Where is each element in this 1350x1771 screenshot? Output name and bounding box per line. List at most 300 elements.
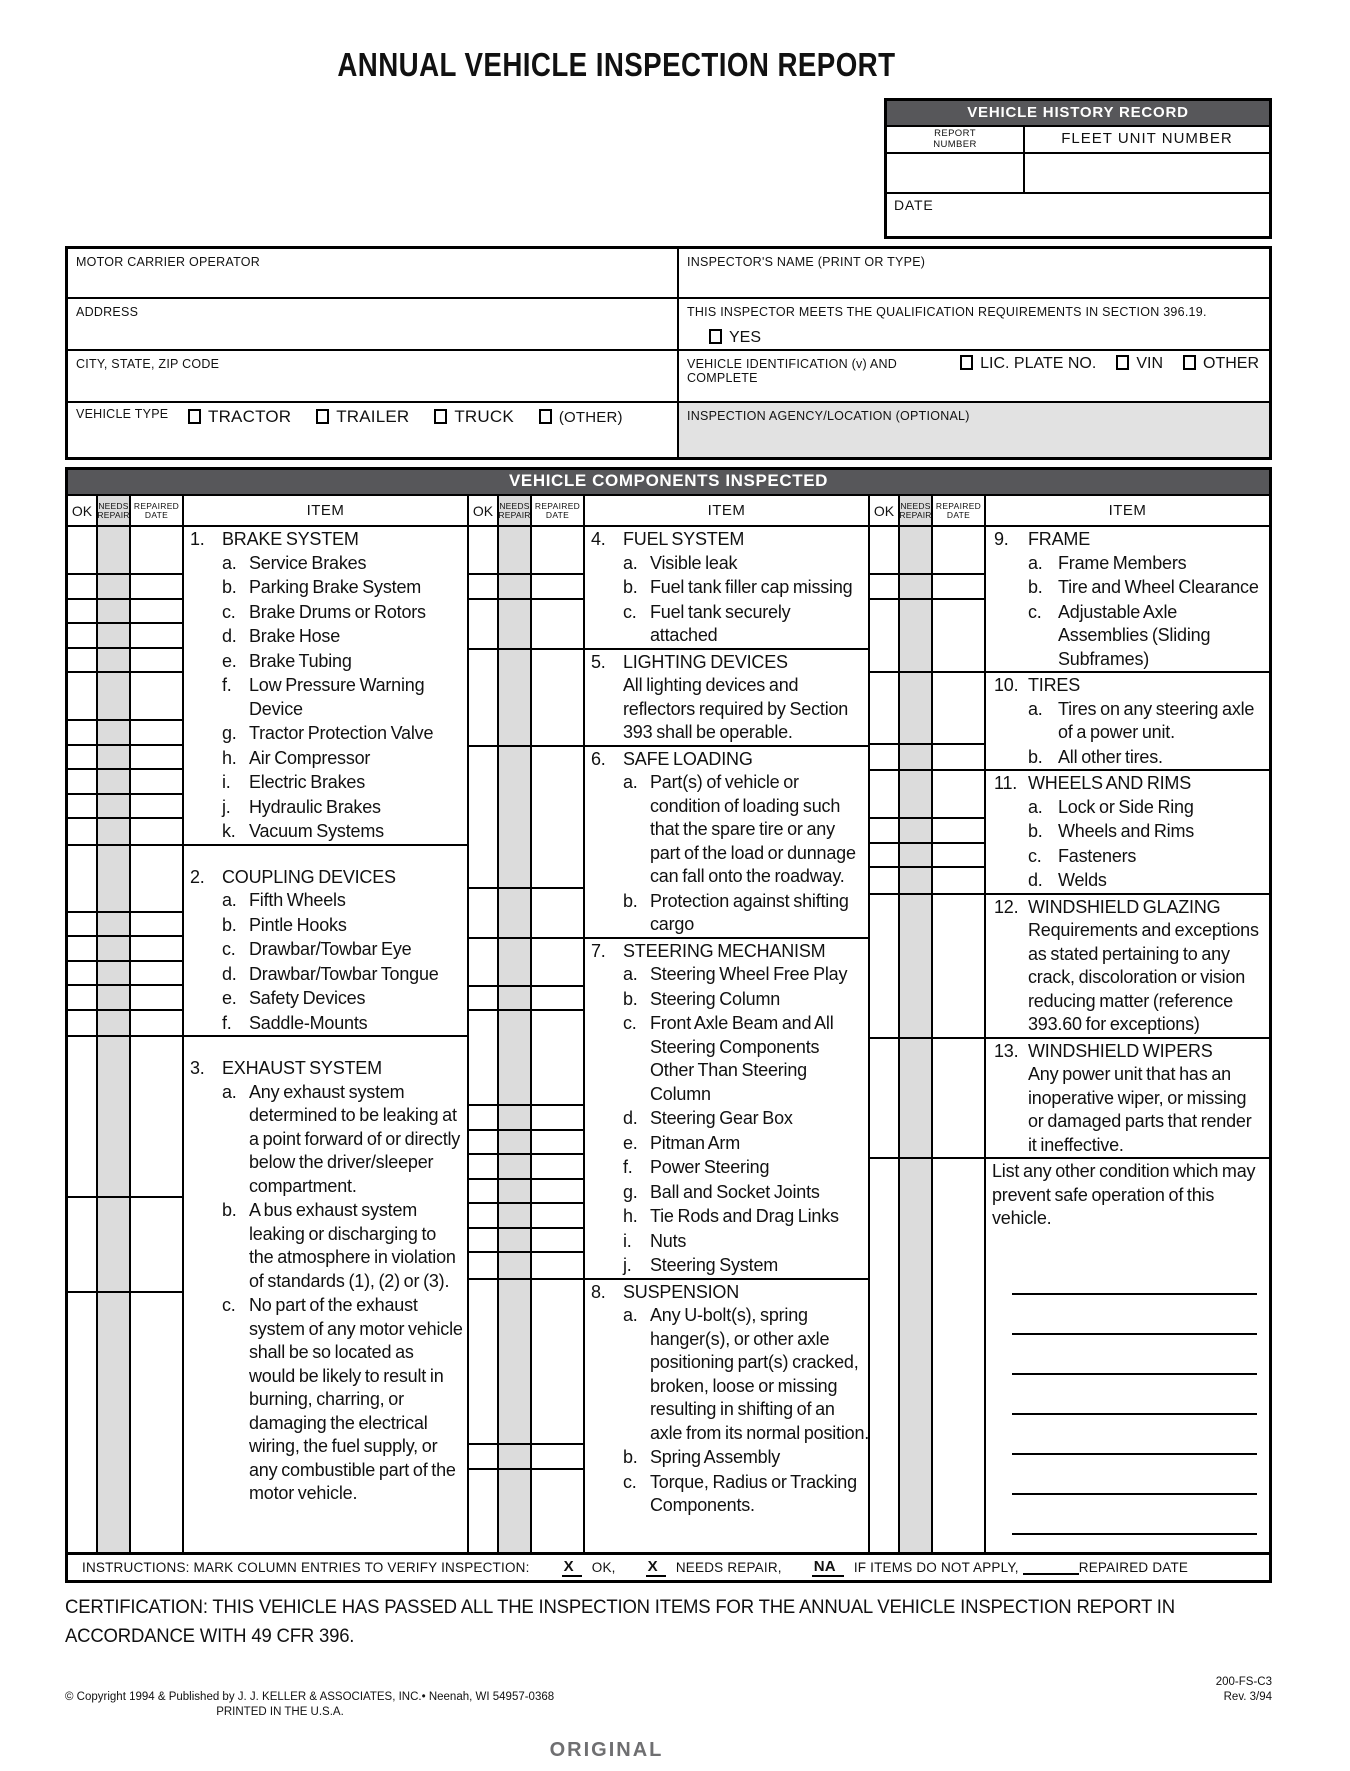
item-line: c. Torque, Radius or Tracking: [585, 1471, 866, 1495]
repaired-date-cell[interactable]: [532, 1180, 585, 1205]
ok-cell[interactable]: [870, 575, 900, 600]
item-line: inoperative wiper, or missing: [1028, 1087, 1247, 1108]
needs-repair-cell[interactable]: [98, 746, 131, 771]
repaired-date-cell[interactable]: [532, 1155, 585, 1180]
item-letter: b.: [222, 577, 237, 597]
needs-repair-cell[interactable]: [499, 1229, 532, 1254]
repaired-date-cell[interactable]: [532, 889, 585, 937]
item-line: a. Fifth Wheels: [184, 889, 465, 913]
ok-cell[interactable]: [68, 1011, 98, 1036]
repaired-date-cell[interactable]: [131, 1037, 184, 1198]
item-cell: [184, 527, 467, 575]
item-line: as stated pertaining to any: [1028, 943, 1230, 964]
needs-repair-cell[interactable]: [900, 895, 933, 1037]
repaired-date-cell[interactable]: [532, 1470, 585, 1553]
ok-cell[interactable]: [68, 846, 98, 913]
column-body: [469, 527, 868, 1552]
ok-cell[interactable]: [469, 600, 499, 648]
write-in-line[interactable]: [1012, 1335, 1257, 1375]
needs-repair-cell[interactable]: [98, 937, 131, 962]
repaired-date-cell[interactable]: [933, 575, 986, 600]
ok-cell[interactable]: [870, 771, 900, 819]
ok-cell[interactable]: [870, 1159, 900, 1552]
item-line: d. Brake Hose: [184, 625, 465, 649]
column-header-row: [870, 494, 1269, 527]
ok-cell[interactable]: [68, 624, 98, 649]
item-line: b. Fuel tank filler cap missing: [585, 576, 866, 600]
ok-cell[interactable]: [870, 1039, 900, 1158]
trailer-option[interactable]: TRAILER: [316, 407, 409, 426]
ok-cell[interactable]: [68, 721, 98, 746]
item-line: 12. WINDSHIELD GLAZING: [986, 896, 1267, 920]
repaired-date-cell[interactable]: [131, 673, 184, 721]
repaired-date-cell[interactable]: [532, 1280, 585, 1446]
yes-option[interactable]: [709, 329, 1261, 347]
ok-cell[interactable]: [870, 868, 900, 893]
write-in-line[interactable]: [1012, 1255, 1257, 1295]
item-cell: [986, 868, 1269, 893]
form-sheet: [0, 46, 1350, 1771]
repaired-date-cell[interactable]: [933, 1159, 986, 1552]
ok-cell[interactable]: [68, 986, 98, 1011]
item-cell: [184, 795, 467, 820]
item-letter: 5.: [591, 651, 606, 672]
form-number: 200-FS-C3: [1215, 1676, 1272, 1688]
ok-cell[interactable]: [870, 844, 900, 869]
report-number-input[interactable]: [887, 154, 1025, 192]
ok-cell[interactable]: [68, 770, 98, 795]
item-letter: e.: [222, 650, 237, 671]
repaired-date-cell[interactable]: [131, 937, 184, 962]
repaired-date-cell[interactable]: [933, 745, 986, 770]
inspection-row: [68, 1293, 467, 1552]
needs-repair-cell[interactable]: [499, 575, 532, 600]
item-line: 1. BRAKE SYSTEM: [184, 528, 465, 552]
item-letter: e.: [222, 988, 237, 1008]
tractor-option[interactable]: TRACTOR: [188, 407, 291, 426]
needs-repair-cell[interactable]: [499, 1180, 532, 1205]
item-letter: b.: [623, 988, 638, 1009]
fleet-unit-number-input[interactable]: [1025, 154, 1269, 192]
repaired-date-cell[interactable]: [933, 1039, 986, 1158]
item-line: j. Hydraulic Brakes: [184, 796, 465, 820]
item-line: h. Tie Rods and Drag Links: [585, 1205, 866, 1229]
component-group: [469, 939, 868, 1280]
repaired-date-cell[interactable]: [933, 673, 986, 745]
item-line: 6. SAFE LOADING: [585, 748, 866, 772]
other-type-option[interactable]: (OTHER): [539, 409, 623, 426]
inspector-name-field[interactable]: [679, 249, 1269, 297]
inspection-row: [469, 1470, 868, 1553]
needs-repair-cell[interactable]: [499, 889, 532, 937]
truck-checkbox[interactable]: [434, 409, 447, 424]
instructions-label: INSTRUCTIONS: MARK COLUMN ENTRIES TO VERIFY INSPECTION:: [82, 1560, 530, 1575]
item-cell: [585, 650, 868, 745]
repaired-date-cell[interactable]: [933, 819, 986, 844]
item-letter: a.: [1028, 698, 1043, 719]
item-cell: [986, 771, 1269, 819]
ok-cell[interactable]: [469, 1445, 499, 1470]
needs-repair-cell[interactable]: [900, 771, 933, 819]
needs-repair-cell[interactable]: [900, 819, 933, 844]
item-line: 13. WINDSHIELD WIPERS: [986, 1040, 1267, 1064]
needs-repair-cell[interactable]: [98, 913, 131, 938]
item-line: a. Visible leak: [585, 552, 866, 576]
needs-repair-cell[interactable]: [499, 1253, 532, 1278]
repaired-date-cell[interactable]: [532, 1445, 585, 1470]
inspection-row: [469, 1204, 868, 1229]
ok-cell[interactable]: [68, 1293, 98, 1552]
ok-cell[interactable]: [469, 527, 499, 575]
item-line: b. Pintle Hooks: [184, 914, 465, 938]
ok-cell[interactable]: [870, 745, 900, 770]
item-line: b. Spring Assembly: [585, 1446, 866, 1470]
repaired-date-cell[interactable]: [532, 527, 585, 575]
ok-cell[interactable]: [68, 795, 98, 820]
repaired-date-cell[interactable]: [532, 939, 585, 987]
item-cell: [986, 600, 1269, 672]
ok-cell[interactable]: [68, 746, 98, 771]
needs-repair-cell[interactable]: [98, 649, 131, 674]
item-letter: 4.: [591, 529, 606, 549]
repaired-date-cell[interactable]: [532, 747, 585, 889]
item-line: can fall onto the roadway.: [650, 866, 845, 886]
repaired-date-cell[interactable]: [131, 986, 184, 1011]
repaired-date-cell[interactable]: [131, 962, 184, 987]
needs-repair-cell[interactable]: [499, 1280, 532, 1446]
vin-option[interactable]: VIN: [1116, 355, 1163, 373]
components-column: [868, 494, 1269, 1552]
item-line: of standards (1), (2) or (3).: [249, 1270, 450, 1291]
item-line: b. Protection against shifting: [585, 890, 866, 914]
needs-repair-cell[interactable]: [98, 819, 131, 844]
item-line: a. Frame Members: [986, 552, 1267, 576]
inspection-row: [68, 1011, 467, 1036]
needs-repair-cell[interactable]: [499, 1131, 532, 1156]
item-letter: c.: [222, 1295, 236, 1315]
ok-cell[interactable]: [469, 1470, 499, 1553]
repaired-date-cell[interactable]: [131, 795, 184, 820]
ok-cell[interactable]: [68, 649, 98, 674]
item-cell: [184, 624, 467, 649]
inspection-agency-field[interactable]: [679, 403, 1269, 457]
item-cell: [184, 649, 467, 674]
needs-repair-cell[interactable]: [98, 986, 131, 1011]
item-letter: a.: [623, 1305, 638, 1325]
inspection-row: [870, 819, 1269, 844]
item-letter: c.: [1028, 845, 1042, 866]
needs-repair-cell[interactable]: [499, 1155, 532, 1180]
needs-repair-cell[interactable]: [499, 987, 532, 1012]
vehicle-type-label: VEHICLE TYPE: [76, 407, 169, 421]
write-in-line[interactable]: [1012, 1455, 1257, 1495]
vin-checkbox[interactable]: [1116, 355, 1129, 370]
inspector-name-label: INSPECTOR'S NAME (PRINT OR TYPE): [687, 255, 926, 269]
column-header-row: [68, 494, 467, 527]
item-line: g. Ball and Socket Joints: [585, 1181, 866, 1205]
repaired-date-cell[interactable]: [131, 1293, 184, 1552]
needs-repair-cell[interactable]: [499, 1470, 532, 1553]
ok-cell[interactable]: [68, 962, 98, 987]
ok-cell[interactable]: [469, 1253, 499, 1278]
needs-repair-cell[interactable]: [98, 1198, 131, 1293]
inspection-row: [68, 937, 467, 962]
needs-repair-cell[interactable]: [900, 575, 933, 600]
needs-repair-cell[interactable]: [499, 1106, 532, 1131]
item-letter: a.: [222, 552, 237, 573]
needs-repair-cell[interactable]: [98, 795, 131, 820]
needs-repair-cell[interactable]: [98, 721, 131, 746]
ok-cell[interactable]: [469, 1180, 499, 1205]
repaired-date-cell[interactable]: [131, 913, 184, 938]
repaired-date-cell[interactable]: [933, 771, 986, 819]
inspection-row: [68, 673, 467, 721]
item-line: a point forward of or directly: [249, 1128, 461, 1149]
repaired-date-cell[interactable]: [933, 895, 986, 1037]
item-letter: 2.: [190, 866, 205, 887]
item-line: Assemblies (Sliding: [1058, 625, 1211, 645]
component-group: [870, 1159, 1269, 1552]
repaired-date-cell[interactable]: [532, 600, 585, 648]
ok-column-header: OK: [469, 496, 499, 525]
repaired-date-cell[interactable]: [131, 624, 184, 649]
repaired-date-column-header: REPAIRED DATE: [532, 496, 585, 525]
item-line: reflectors required by Section: [623, 698, 849, 719]
repaired-date-cell[interactable]: [131, 819, 184, 844]
needs-repair-cell[interactable]: [98, 600, 131, 625]
item-cell: [986, 673, 1269, 745]
item-line: wiring, the fuel supply, or: [249, 1436, 438, 1456]
needs-repair-cell[interactable]: [900, 868, 933, 893]
address-field[interactable]: [68, 299, 679, 349]
item-letter: i.: [623, 1230, 632, 1251]
repaired-date-cell[interactable]: [532, 1131, 585, 1156]
repaired-date-cell[interactable]: [532, 1011, 585, 1106]
inspection-row: [68, 846, 467, 913]
item-letter: 9.: [994, 529, 1009, 549]
needs-repair-cell[interactable]: [499, 747, 532, 889]
item-line: a. Tires on any steering axle: [986, 698, 1267, 722]
date-input[interactable]: [887, 194, 1269, 236]
trailer-checkbox[interactable]: [316, 409, 329, 424]
repaired-date-cell[interactable]: [933, 527, 986, 575]
needs-repair-cell[interactable]: [499, 600, 532, 648]
inspection-row: [68, 746, 467, 771]
item-line: Device: [249, 698, 303, 719]
repaired-date-cell[interactable]: [532, 1229, 585, 1254]
copyright-text: © Copyright 1994 & Published by J. J. KELLER & ASSOCIATES, INC.• Neenah, WI 54957-0368: [65, 1691, 555, 1703]
item-line: g. Tractor Protection Valve: [184, 722, 465, 746]
ok-cell[interactable]: [469, 1011, 499, 1106]
ok-cell[interactable]: [68, 600, 98, 625]
item-cell: [184, 937, 467, 962]
ok-cell[interactable]: [870, 895, 900, 1037]
needs-repair-cell[interactable]: [499, 1204, 532, 1229]
ok-cell[interactable]: [469, 939, 499, 987]
ok-cell[interactable]: [469, 575, 499, 600]
ok-column-header: OK: [68, 496, 98, 525]
repaired-date-cell[interactable]: [933, 600, 986, 672]
needs-repair-cell[interactable]: [98, 770, 131, 795]
inspection-row: [68, 1037, 467, 1198]
item-letter: g.: [623, 1181, 638, 1202]
other-type-checkbox[interactable]: [539, 409, 552, 424]
repaired-date-cell[interactable]: [131, 649, 184, 674]
item-line: broken, loose or missing: [650, 1375, 838, 1396]
ok-cell[interactable]: [469, 650, 499, 745]
item-line: would be likely to result in: [249, 1365, 444, 1386]
ok-mark: X: [562, 1558, 582, 1577]
repaired-date-cell[interactable]: [532, 987, 585, 1012]
ok-cell[interactable]: [469, 747, 499, 889]
repaired-date-cell[interactable]: [933, 844, 986, 869]
needs-repair-cell[interactable]: [98, 673, 131, 721]
ok-cell[interactable]: [469, 1155, 499, 1180]
ok-cell[interactable]: [469, 889, 499, 937]
needs-repair-cell[interactable]: [499, 650, 532, 745]
needs-repair-cell[interactable]: [98, 575, 131, 600]
item-letter: 6.: [591, 748, 606, 769]
motor-carrier-operator-field[interactable]: [68, 249, 679, 297]
needs-repair-cell[interactable]: [900, 600, 933, 672]
inspection-row: [68, 527, 467, 575]
needs-repair-cell[interactable]: [98, 1011, 131, 1036]
ok-cell[interactable]: [469, 1204, 499, 1229]
ok-cell[interactable]: [68, 819, 98, 844]
item-cell: [585, 575, 868, 600]
repaired-date-cell[interactable]: [532, 1253, 585, 1278]
item-letter: h.: [623, 1206, 638, 1226]
repaired-date-cell[interactable]: [131, 1011, 184, 1036]
item-line: Subframes): [1058, 648, 1150, 669]
item-column-header: ITEM: [707, 502, 746, 519]
write-in-line[interactable]: [1012, 1495, 1257, 1535]
needs-repair-cell[interactable]: [98, 624, 131, 649]
ok-cell[interactable]: [870, 600, 900, 672]
item-cell: [184, 986, 467, 1011]
repaired-date-cell[interactable]: [532, 575, 585, 600]
inspection-row: [68, 962, 467, 987]
needs-repair-cell[interactable]: [900, 527, 933, 575]
repaired-date-cell[interactable]: [933, 868, 986, 893]
repaired-date-cell[interactable]: [131, 527, 184, 575]
lic-plate-checkbox[interactable]: [960, 355, 973, 370]
item-line: part of the load or dunnage: [650, 842, 856, 863]
city-state-zip-field[interactable]: [68, 351, 679, 401]
repaired-date-cell[interactable]: [532, 650, 585, 745]
ok-cell[interactable]: [469, 1131, 499, 1156]
ok-cell[interactable]: [68, 1198, 98, 1293]
lic-plate-option[interactable]: LIC. PLATE NO.: [960, 355, 1096, 373]
vehicle-type-field: [68, 403, 679, 457]
tractor-checkbox[interactable]: [188, 409, 201, 424]
needs-repair-cell[interactable]: [499, 939, 532, 987]
needs-repair-cell[interactable]: [98, 1293, 131, 1552]
repaired-date-blank[interactable]: [1023, 1561, 1079, 1575]
needs-repair-cell[interactable]: [900, 1039, 933, 1158]
ok-cell[interactable]: [469, 987, 499, 1012]
item-letter: d.: [222, 963, 237, 984]
item-line: Steering Components: [650, 1036, 820, 1057]
item-letter: c.: [222, 939, 236, 959]
needs-repair-cell[interactable]: [499, 1445, 532, 1470]
ok-cell[interactable]: [469, 1106, 499, 1131]
write-in-line[interactable]: [1012, 1375, 1257, 1415]
item-letter: 1.: [190, 529, 205, 549]
item-line: h. Air Compressor: [184, 747, 465, 771]
other-id-checkbox[interactable]: [1183, 355, 1196, 370]
repaired-date-cell[interactable]: [131, 770, 184, 795]
needs-repair-cell[interactable]: [900, 673, 933, 745]
ok-cell[interactable]: [68, 913, 98, 938]
item-letter: b.: [623, 577, 638, 597]
needs-repair-cell[interactable]: [900, 745, 933, 770]
write-in-line[interactable]: [1012, 1295, 1257, 1335]
ok-cell[interactable]: [68, 1037, 98, 1198]
item-cell: [585, 600, 868, 648]
needs-repair-cell[interactable]: [98, 846, 131, 913]
repaired-date-cell[interactable]: [131, 600, 184, 625]
item-line: 4. FUEL SYSTEM: [585, 528, 866, 552]
yes-label: YES: [729, 329, 762, 346]
ok-cell[interactable]: [68, 673, 98, 721]
item-line: axle from its normal position.: [650, 1422, 870, 1443]
needs-repair-cell[interactable]: [499, 527, 532, 575]
ok-cell[interactable]: [469, 1229, 499, 1254]
item-letter: a.: [623, 552, 638, 573]
inspection-row: [68, 721, 467, 746]
repaired-date-cell[interactable]: [131, 746, 184, 771]
footer: [65, 1675, 1272, 1735]
needs-repair-cell[interactable]: [98, 527, 131, 575]
ok-cell[interactable]: [68, 575, 98, 600]
item-cell: [184, 1037, 467, 1198]
inspection-row: [68, 770, 467, 795]
needs-repair-cell[interactable]: [98, 1037, 131, 1198]
ok-cell[interactable]: [68, 937, 98, 962]
needs-repair-cell[interactable]: [900, 1159, 933, 1552]
ok-cell[interactable]: [870, 673, 900, 745]
repaired-date-cell[interactable]: [532, 1106, 585, 1131]
repaired-date-cell[interactable]: [131, 846, 184, 913]
inspection-row: [68, 600, 467, 625]
ok-cell[interactable]: [870, 819, 900, 844]
needs-repair-cell[interactable]: [499, 1011, 532, 1106]
inspection-row: [469, 987, 868, 1012]
other-id-option[interactable]: OTHER: [1183, 355, 1259, 373]
item-line: Any power unit that has an: [1028, 1064, 1231, 1084]
yes-checkbox[interactable]: [709, 329, 722, 344]
item-line: c. Front Axle Beam and All: [585, 1012, 866, 1036]
item-line: b. Tire and Wheel Clearance: [986, 576, 1267, 600]
item-cell: [184, 746, 467, 771]
write-in-line[interactable]: [1012, 1415, 1257, 1455]
item-letter: a.: [1028, 552, 1043, 573]
ok-cell[interactable]: [68, 527, 98, 575]
item-line: the atmosphere in violation: [249, 1247, 456, 1267]
ok-cell[interactable]: [870, 527, 900, 575]
item-line: b. Steering Column: [585, 988, 866, 1012]
needs-repair-cell[interactable]: [98, 962, 131, 987]
ok-cell[interactable]: [469, 1280, 499, 1446]
repaired-date-cell[interactable]: [131, 575, 184, 600]
repaired-date-cell[interactable]: [131, 1198, 184, 1293]
repaired-date-cell[interactable]: [131, 721, 184, 746]
component-group: [469, 747, 868, 939]
truck-option[interactable]: TRUCK: [434, 407, 514, 426]
repaired-date-cell[interactable]: [532, 1204, 585, 1229]
needs-repair-cell[interactable]: [900, 844, 933, 869]
